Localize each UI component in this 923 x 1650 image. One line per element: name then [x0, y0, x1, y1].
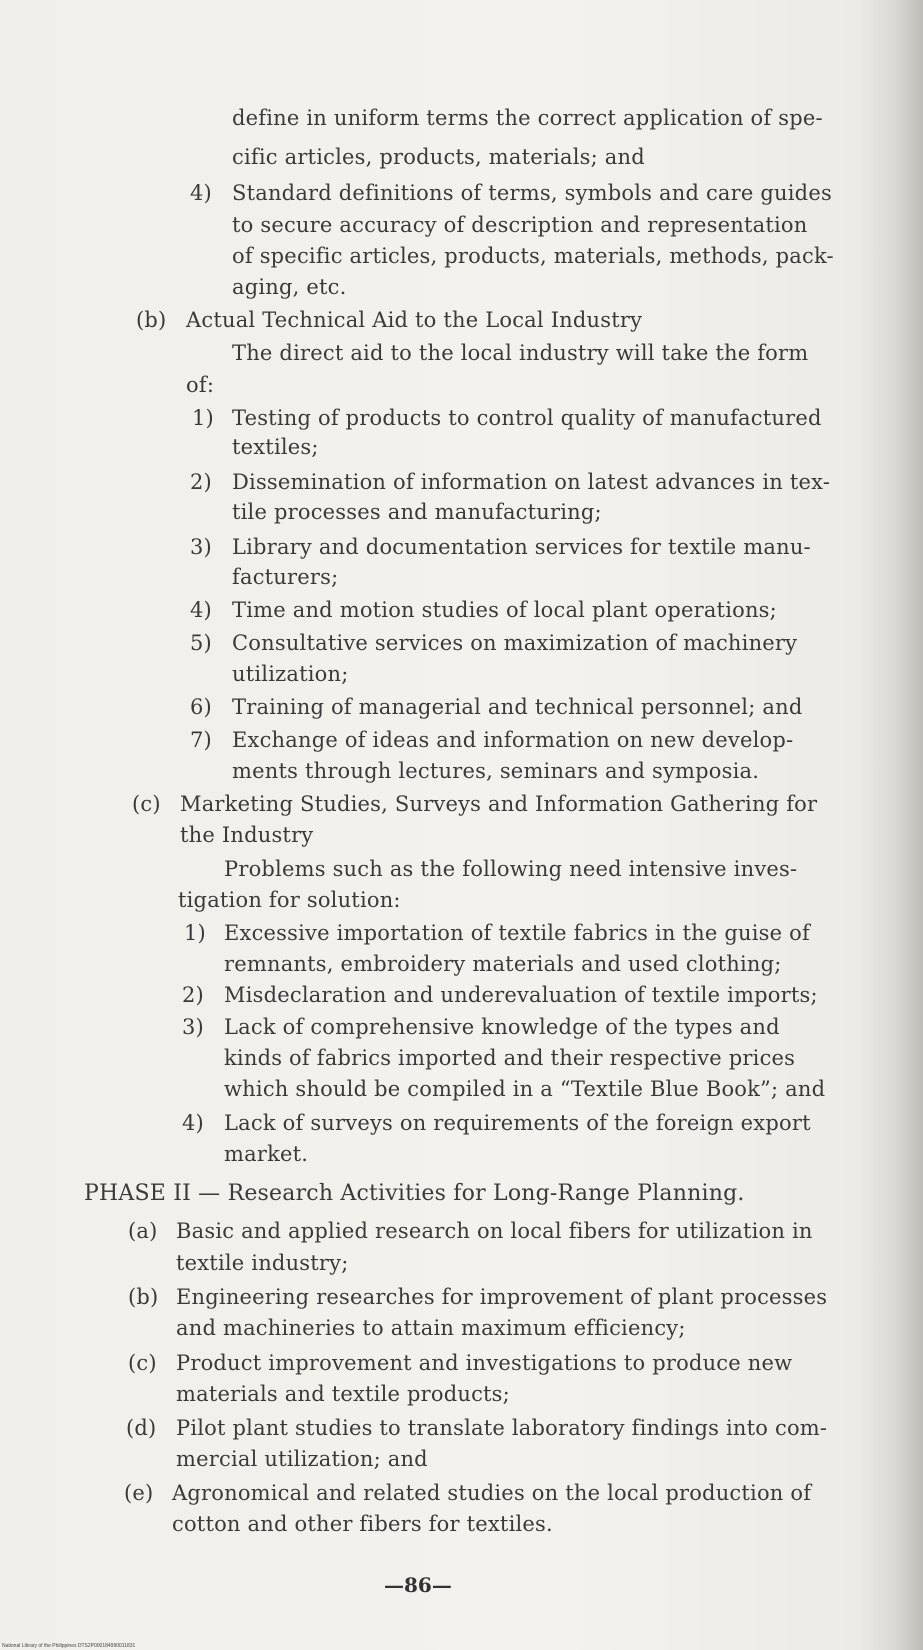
- section-b-label: (b): [136, 308, 167, 332]
- item-line: Dissemination of information on latest advances in tex-: [232, 470, 831, 494]
- section-b-title: Actual Technical Aid to the Local Industry: [186, 308, 643, 332]
- item-line: of specific articles, products, materials, methods, pack-: [232, 244, 834, 268]
- phase-item-line: mercial utilization; and: [176, 1447, 428, 1471]
- item-number: 4): [190, 598, 212, 622]
- item-number: 6): [190, 695, 212, 719]
- item-line: textiles;: [232, 435, 319, 459]
- phase-item-line: Product improvement and investigations to produce new: [176, 1351, 793, 1375]
- item-line: Lack of surveys on requirements of the foreign export: [224, 1111, 811, 1135]
- section-c-intro: tigation for solution:: [178, 888, 401, 912]
- item-number: 1): [184, 921, 206, 945]
- item-line: Testing of products to control quality of manufactured: [232, 406, 822, 430]
- phase-item-line: cotton and other fibers for textiles.: [172, 1512, 553, 1536]
- item-line: utilization;: [232, 662, 349, 686]
- phase-item-line: materials and textile products;: [176, 1382, 510, 1406]
- phase-item-label: (e): [124, 1481, 154, 1505]
- item-line: ments through lectures, seminars and symposia.: [232, 759, 760, 783]
- item-number: 4): [190, 181, 212, 205]
- phase-item-line: textile industry;: [176, 1251, 349, 1275]
- item-line: Excessive importation of textile fabrics in the guise of: [224, 921, 810, 945]
- item-number: 3): [182, 1015, 204, 1039]
- item-line: Misdeclaration and underevaluation of textile imports;: [224, 983, 818, 1007]
- phase-item-label: (b): [128, 1285, 159, 1309]
- item-line: Training of managerial and technical personnel; and: [232, 695, 803, 719]
- section-b-intro: of:: [186, 373, 215, 397]
- intro-line: define in uniform terms the correct application of spe-: [232, 106, 823, 130]
- item-number: 1): [192, 406, 214, 430]
- item-line: Exchange of ideas and information on new develop-: [232, 728, 794, 752]
- phase-item-line: Agronomical and related studies on the local production of: [172, 1481, 812, 1505]
- section-c-label: (c): [132, 792, 161, 816]
- intro-line: cific articles, products, materials; and: [232, 145, 645, 169]
- item-line: facturers;: [232, 565, 339, 589]
- phase-item-label: (a): [128, 1219, 158, 1243]
- item-line: Time and motion studies of local plant operations;: [232, 598, 777, 622]
- phase-item-label: (c): [128, 1351, 157, 1375]
- item-line: market.: [224, 1142, 309, 1166]
- phase-heading: PHASE II — Research Activities for Long-Range Planning.: [84, 1181, 745, 1206]
- item-line: tile processes and manufacturing;: [232, 500, 602, 524]
- section-c-title: the Industry: [180, 823, 314, 847]
- item-number: 2): [182, 983, 204, 1007]
- section-c-intro: Problems such as the following need intensive inves-: [224, 857, 798, 881]
- item-line: Consultative services on maximization of machinery: [232, 631, 798, 655]
- section-b-intro: The direct aid to the local industry will take the form: [232, 341, 809, 365]
- item-line: Standard definitions of terms, symbols and care guides: [232, 181, 832, 205]
- item-number: 2): [190, 470, 212, 494]
- item-number: 4): [182, 1111, 204, 1135]
- item-line: Library and documentation services for textile manu-: [232, 535, 811, 559]
- item-number: 3): [190, 535, 212, 559]
- phase-item-line: Engineering researches for improvement of plant processes: [176, 1285, 828, 1309]
- phase-item-label: (d): [126, 1416, 157, 1440]
- item-number: 5): [190, 631, 212, 655]
- phase-item-line: Pilot plant studies to translate laboratory findings into com-: [176, 1416, 828, 1440]
- scan-footer: National Library of the Philippines DTS2P000184990011831: [2, 1643, 136, 1649]
- section-c-title: Marketing Studies, Surveys and Information Gathering for: [180, 792, 818, 816]
- page-number: —86—: [384, 1573, 452, 1597]
- item-line: which should be compiled in a “Textile Blue Book”; and: [224, 1077, 826, 1101]
- item-line: Lack of comprehensive knowledge of the types and: [224, 1015, 780, 1039]
- item-line: aging, etc.: [232, 275, 347, 299]
- item-line: remnants, embroidery materials and used clothing;: [224, 952, 782, 976]
- item-line: kinds of fabrics imported and their respective prices: [224, 1046, 796, 1070]
- phase-item-line: and machineries to attain maximum efficiency;: [176, 1316, 686, 1340]
- item-number: 7): [190, 728, 212, 752]
- phase-item-line: Basic and applied research on local fibers for utilization in: [176, 1219, 813, 1243]
- item-line: to secure accuracy of description and representation: [232, 213, 808, 237]
